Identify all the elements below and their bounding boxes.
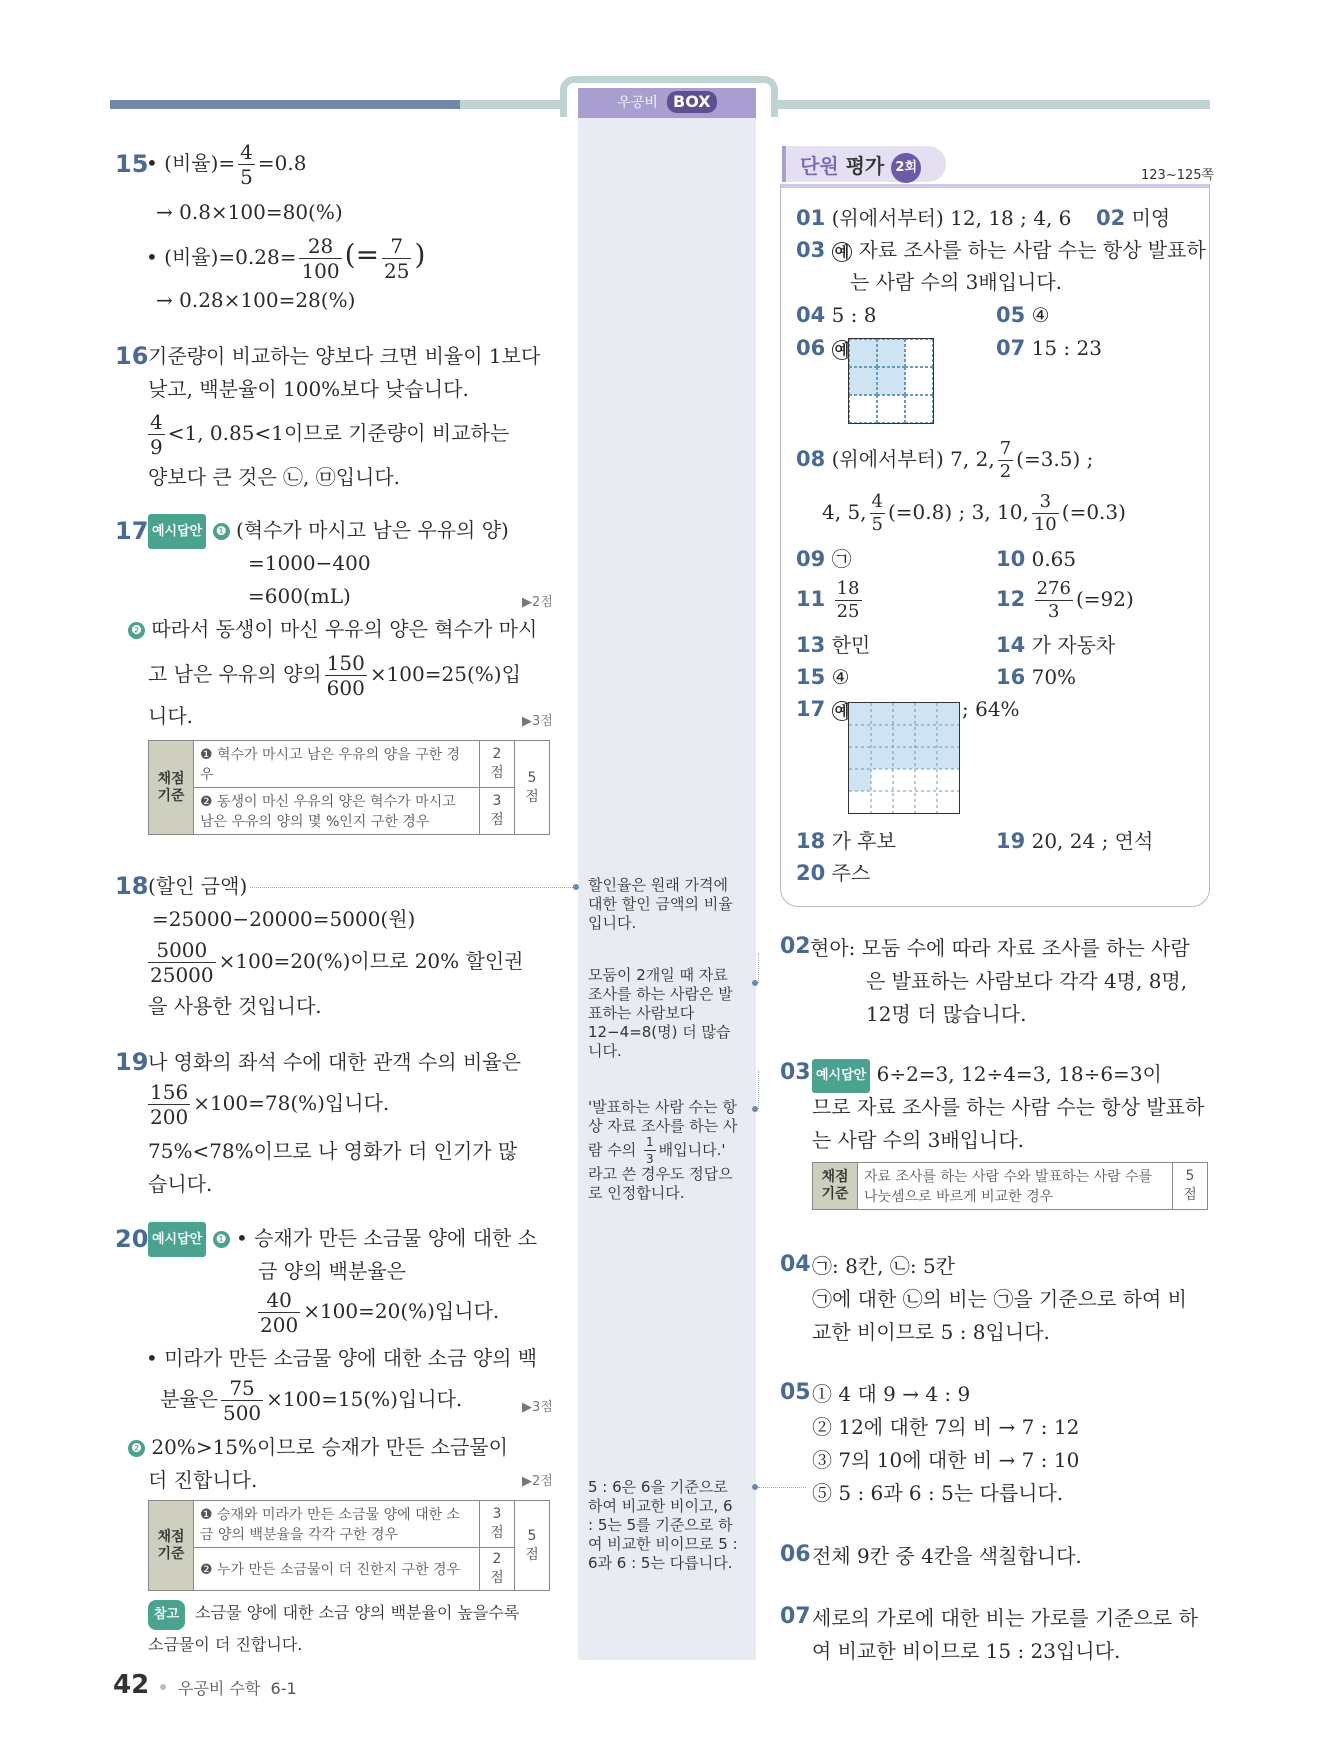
q17-badge: 예시답안 (148, 514, 206, 549)
answer-06-grid (848, 338, 934, 424)
answer-14: 14 가 자동차 (996, 633, 1116, 657)
footer-book: 우공비 수학 6-1 (178, 1679, 297, 1698)
q15-line3: • (비율)=0.28= $\frac{28}{100}$ (= $\frac{7}{25}$ ) (146, 234, 426, 283)
answer-17: 17 예 (796, 694, 852, 726)
q18-line2: =25000−20000=5000(원) (152, 907, 416, 931)
q17-number: 17 (115, 517, 149, 545)
q20-points2: ▶2점 (522, 1474, 553, 1489)
exp-03-line3: 는 사람 수의 3배입니다. (812, 1128, 1025, 1152)
q16-line3: $\frac{4}{9}$ <1, 0.85<1이므로 기준량이 비교하는 (150, 410, 510, 459)
q17-line2: =1000−400 (248, 551, 371, 575)
q15-number: 15 (115, 150, 149, 178)
answer-19: 19 20, 24 ; 연석 (996, 829, 1154, 853)
exp-06-number: 06 (780, 1542, 811, 1567)
q20-line4: • 미라가 만든 소금물 양에 대한 소금 양의 백 (146, 1346, 538, 1370)
q20-line7: 더 진합니다. (148, 1468, 258, 1492)
header-tab-small: 우공비 (617, 95, 658, 111)
q20-number: 20 (115, 1225, 149, 1253)
answer-13: 13 한민 (796, 633, 871, 657)
header-bar-left (110, 100, 460, 109)
exp-03-line2: 므로 자료 조사를 하는 사람 수는 항상 발표하 (812, 1095, 1205, 1119)
unit-pages: 123~125쪽 (1141, 168, 1215, 183)
q16-line4: 양보다 큰 것은 ㉡, ㉤입니다. (148, 465, 401, 489)
q19-line2: $\frac{156}{200}$ ×100=78(%)입니다. (150, 1080, 390, 1129)
q20-line2: 금 양의 백분율은 (258, 1259, 406, 1283)
q15-frac1: $\frac{4}{5}$ (240, 140, 253, 189)
exp-05-line4: ⑤ 5 : 6과 6 : 5는 다릅니다. (812, 1481, 1064, 1505)
exp-07-line1: 세로의 가로에 대한 비는 가로를 기준으로 하 (812, 1606, 1198, 1630)
q17-line4: ❷ 따라서 동생이 마신 우유의 양은 혁수가 마시 (128, 613, 537, 646)
header-tab (578, 88, 756, 118)
q16-line2: 낮고, 백분율이 100%보다 낮습니다. (148, 377, 469, 401)
q20-reference: 참고 소금물 양에 대한 소금 양의 백분율이 높을수록 소금물이 더 진합니다. (148, 1598, 519, 1660)
answer-17-grid-lines (849, 703, 959, 813)
exp-04-line2: ㉠에 대한 ㉡의 비는 ㉠을 기준으로 하여 비 (812, 1287, 1187, 1311)
q15-frac3: $\frac{7}{25}$ (384, 234, 410, 283)
q15-line2: → 0.8×100=80(%) (156, 200, 343, 224)
q15-line1 (146, 142, 306, 187)
answer-11: 11 $\frac{18}{25}$ (796, 578, 860, 622)
exp-03-scoring-table: 채점 기준 자료 조사를 하는 사람 수와 발표하는 사람 수를 나눗셈으로 바르게 비교한 경우 5점 (812, 1162, 1208, 1210)
q17-circle1: ❶ (213, 523, 230, 540)
q15-line4: → 0.28×100=28(%) (156, 288, 356, 312)
exp-02-line3: 12명 더 많습니다. (866, 1002, 1027, 1026)
exp-07-line2: 여 비교한 비이므로 15 : 23입니다. (812, 1639, 1121, 1663)
exp-02-line1: 현아: 모둠 수에 따라 자료 조사를 하는 사람 (810, 936, 1190, 960)
exp-02-line2: 은 발표하는 사람보다 각각 4명, 8명, (866, 969, 1188, 993)
q16-number: 16 (115, 342, 149, 370)
q19-number: 19 (115, 1048, 149, 1076)
answer-09: 09 ㉠ (796, 547, 852, 571)
round-badge: 2회 (891, 153, 921, 183)
answer-08b: 4, 5, $\frac{4}{5}$ (=0.8) ; 3, 10, $\frac{3}{10}$ (=0.3) (822, 491, 1126, 535)
q18-line4: 을 사용한 것입니다. (148, 994, 322, 1018)
q17-line5: 고 남은 우유의 양의 $\frac{150}{600}$ ×100=25(%)입 (148, 651, 521, 700)
answer-10: 10 0.65 (996, 547, 1077, 571)
reference-tag: 참고 (148, 1600, 185, 1630)
q17-line6: 니다. (148, 704, 193, 728)
answer-04: 04 5 : 8 (796, 303, 877, 327)
q19-line4: 습니다. (148, 1172, 213, 1196)
answer-12: 12 $\frac{276}{3}$ (=92) (996, 578, 1134, 622)
middle-note-3: '발표하는 사람 수는 항상 자료 조사를 하는 사람 수의 $\frac{1}{3}$ 배입니다.' 라고 쓴 경우도 정답으로 인정합니다. (588, 1098, 738, 1202)
footer-dot (160, 1684, 166, 1690)
exp-04-number: 04 (780, 1252, 811, 1277)
answer-03: 03 예 자료 조사를 하는 사람 수는 항상 발표하 (796, 238, 1206, 262)
answer-18: 18 가 후보 (796, 829, 896, 853)
middle-column (578, 88, 756, 1660)
answer-20: 20 주스 (796, 861, 871, 885)
exp-03-line1: 예시답안 6÷2=3, 12÷4=3, 18÷6=3이 (812, 1058, 1162, 1093)
answer-06: 06 예 (796, 333, 852, 365)
q20-line6: ❷ 20%>15%이므로 승재가 만든 소금물이 (128, 1431, 508, 1464)
q15-l1b: =0.8 (257, 151, 307, 175)
q17-line3: =600(mL) (248, 584, 351, 608)
middle-note-1: 할인율은 원래 가격에 대한 할인 금액의 비율입니다. (588, 876, 733, 932)
answer-15: 15 ④ (796, 665, 850, 689)
q19-line1: 나 영화의 좌석 수에 대한 관객 수의 비율은 (148, 1050, 521, 1074)
answer-03b: 는 사람 수의 3배입니다. (850, 270, 1063, 294)
q18-line3: $\frac{5000}{25000}$ ×100=20(%)이므로 20% 할인권 (150, 938, 524, 987)
q17-line1: 예시답안 ❶ (혁수가 마시고 남은 우유의 양) (148, 514, 509, 549)
exp-02-number: 02 (780, 934, 811, 959)
q20-line1: 예시답안 ❶ • 승재가 만든 소금물 양에 대한 소 (148, 1222, 537, 1257)
answer-17-grid (848, 702, 960, 814)
answer-16: 16 70% (996, 665, 1077, 689)
q15-l1a: • (비율)= (146, 151, 236, 175)
q17-points2: ▶3점 (522, 714, 553, 729)
exp-03-number: 03 (780, 1060, 811, 1085)
answer-17-text: ; 64% (962, 697, 1020, 721)
middle-note-4: 5 : 6은 6을 기준으로 하여 비교한 비이고, 6 : 5는 5를 기준으로 하여 비교한 비이므로 5 : 6과 6 : 5는 다릅니다. (588, 1478, 738, 1572)
q16-line1: 기준량이 비교하는 양보다 크면 비율이 1보다 (148, 344, 541, 368)
header-tab-box: BOX (667, 91, 717, 113)
exp-05-line3: ③ 7의 10에 대한 비 → 7 : 10 (812, 1448, 1080, 1472)
q17-scoring-table: 채점 기준 ❶ 혁수가 마시고 남은 우유의 양을 구한 경우 2점 5점 ❷ 동생이 마신 우유의 양은 혁수가 마시고 남은 우유의 양의 몇 %인지 구한 경우 3점 (148, 740, 550, 835)
answer-08: 08 (위에서부터) 7, 2, $\frac{7}{2}$ (=3.5) ; (796, 438, 1094, 482)
q20-line5: 분율은 $\frac{75}{500}$ ×100=15(%)입니다. (160, 1376, 463, 1425)
exp-06-line1: 전체 9칸 중 4칸을 색칠합니다. (812, 1544, 1082, 1568)
q18-connector-dot (573, 884, 579, 890)
unit-title: 단원 평가 2회 (800, 150, 921, 183)
q19-line3: 75%<78%이므로 나 영화가 더 인기가 많 (148, 1139, 518, 1163)
q18-number: 18 (115, 872, 149, 900)
exp-05-line2: ② 12에 대한 7의 비 → 7 : 12 (812, 1415, 1080, 1439)
answer-07: 07 15 : 23 (996, 336, 1102, 360)
exp-04-line1: ㉠: 8칸, ㉡: 5칸 (812, 1254, 955, 1278)
middle-note-2: 모둠이 2개일 때 자료 조사를 하는 사람은 발표하는 사람보다 12−4=8(명) 더 많습니다. (588, 966, 733, 1060)
answer-05: 05 ④ (996, 303, 1050, 327)
answer-01: 01 (위에서부터) 12, 18 ; 4, 6 (796, 206, 1072, 230)
q18-line1: (할인 금액) (148, 874, 248, 898)
exp-07-number: 07 (780, 1604, 811, 1629)
q17-points1: ▶2점 (522, 595, 553, 610)
q20-line3: $\frac{40}{200}$ ×100=20(%)입니다. (260, 1288, 500, 1337)
q20-scoring-table: 채점 기준 ❶ 승재와 미라가 만든 소금물 양에 대한 소금 양의 백분율을 각각 구한 경우 3점 5점 ❷ 누가 만든 소금물이 더 진한지 구한 경우 2점 (148, 1500, 550, 1591)
q15-frac2: $\frac{28}{100}$ (301, 234, 340, 283)
q20-points1: ▶3점 (522, 1400, 553, 1415)
exp-05-line1: ① 4 대 9 → 4 : 9 (812, 1382, 971, 1406)
answer-02: 02 미영 (1096, 206, 1171, 230)
exp-05-number: 05 (780, 1380, 811, 1405)
exp-04-line3: 교한 비이므로 5 : 8입니다. (812, 1320, 1050, 1344)
page-number: 42 (113, 1670, 150, 1700)
